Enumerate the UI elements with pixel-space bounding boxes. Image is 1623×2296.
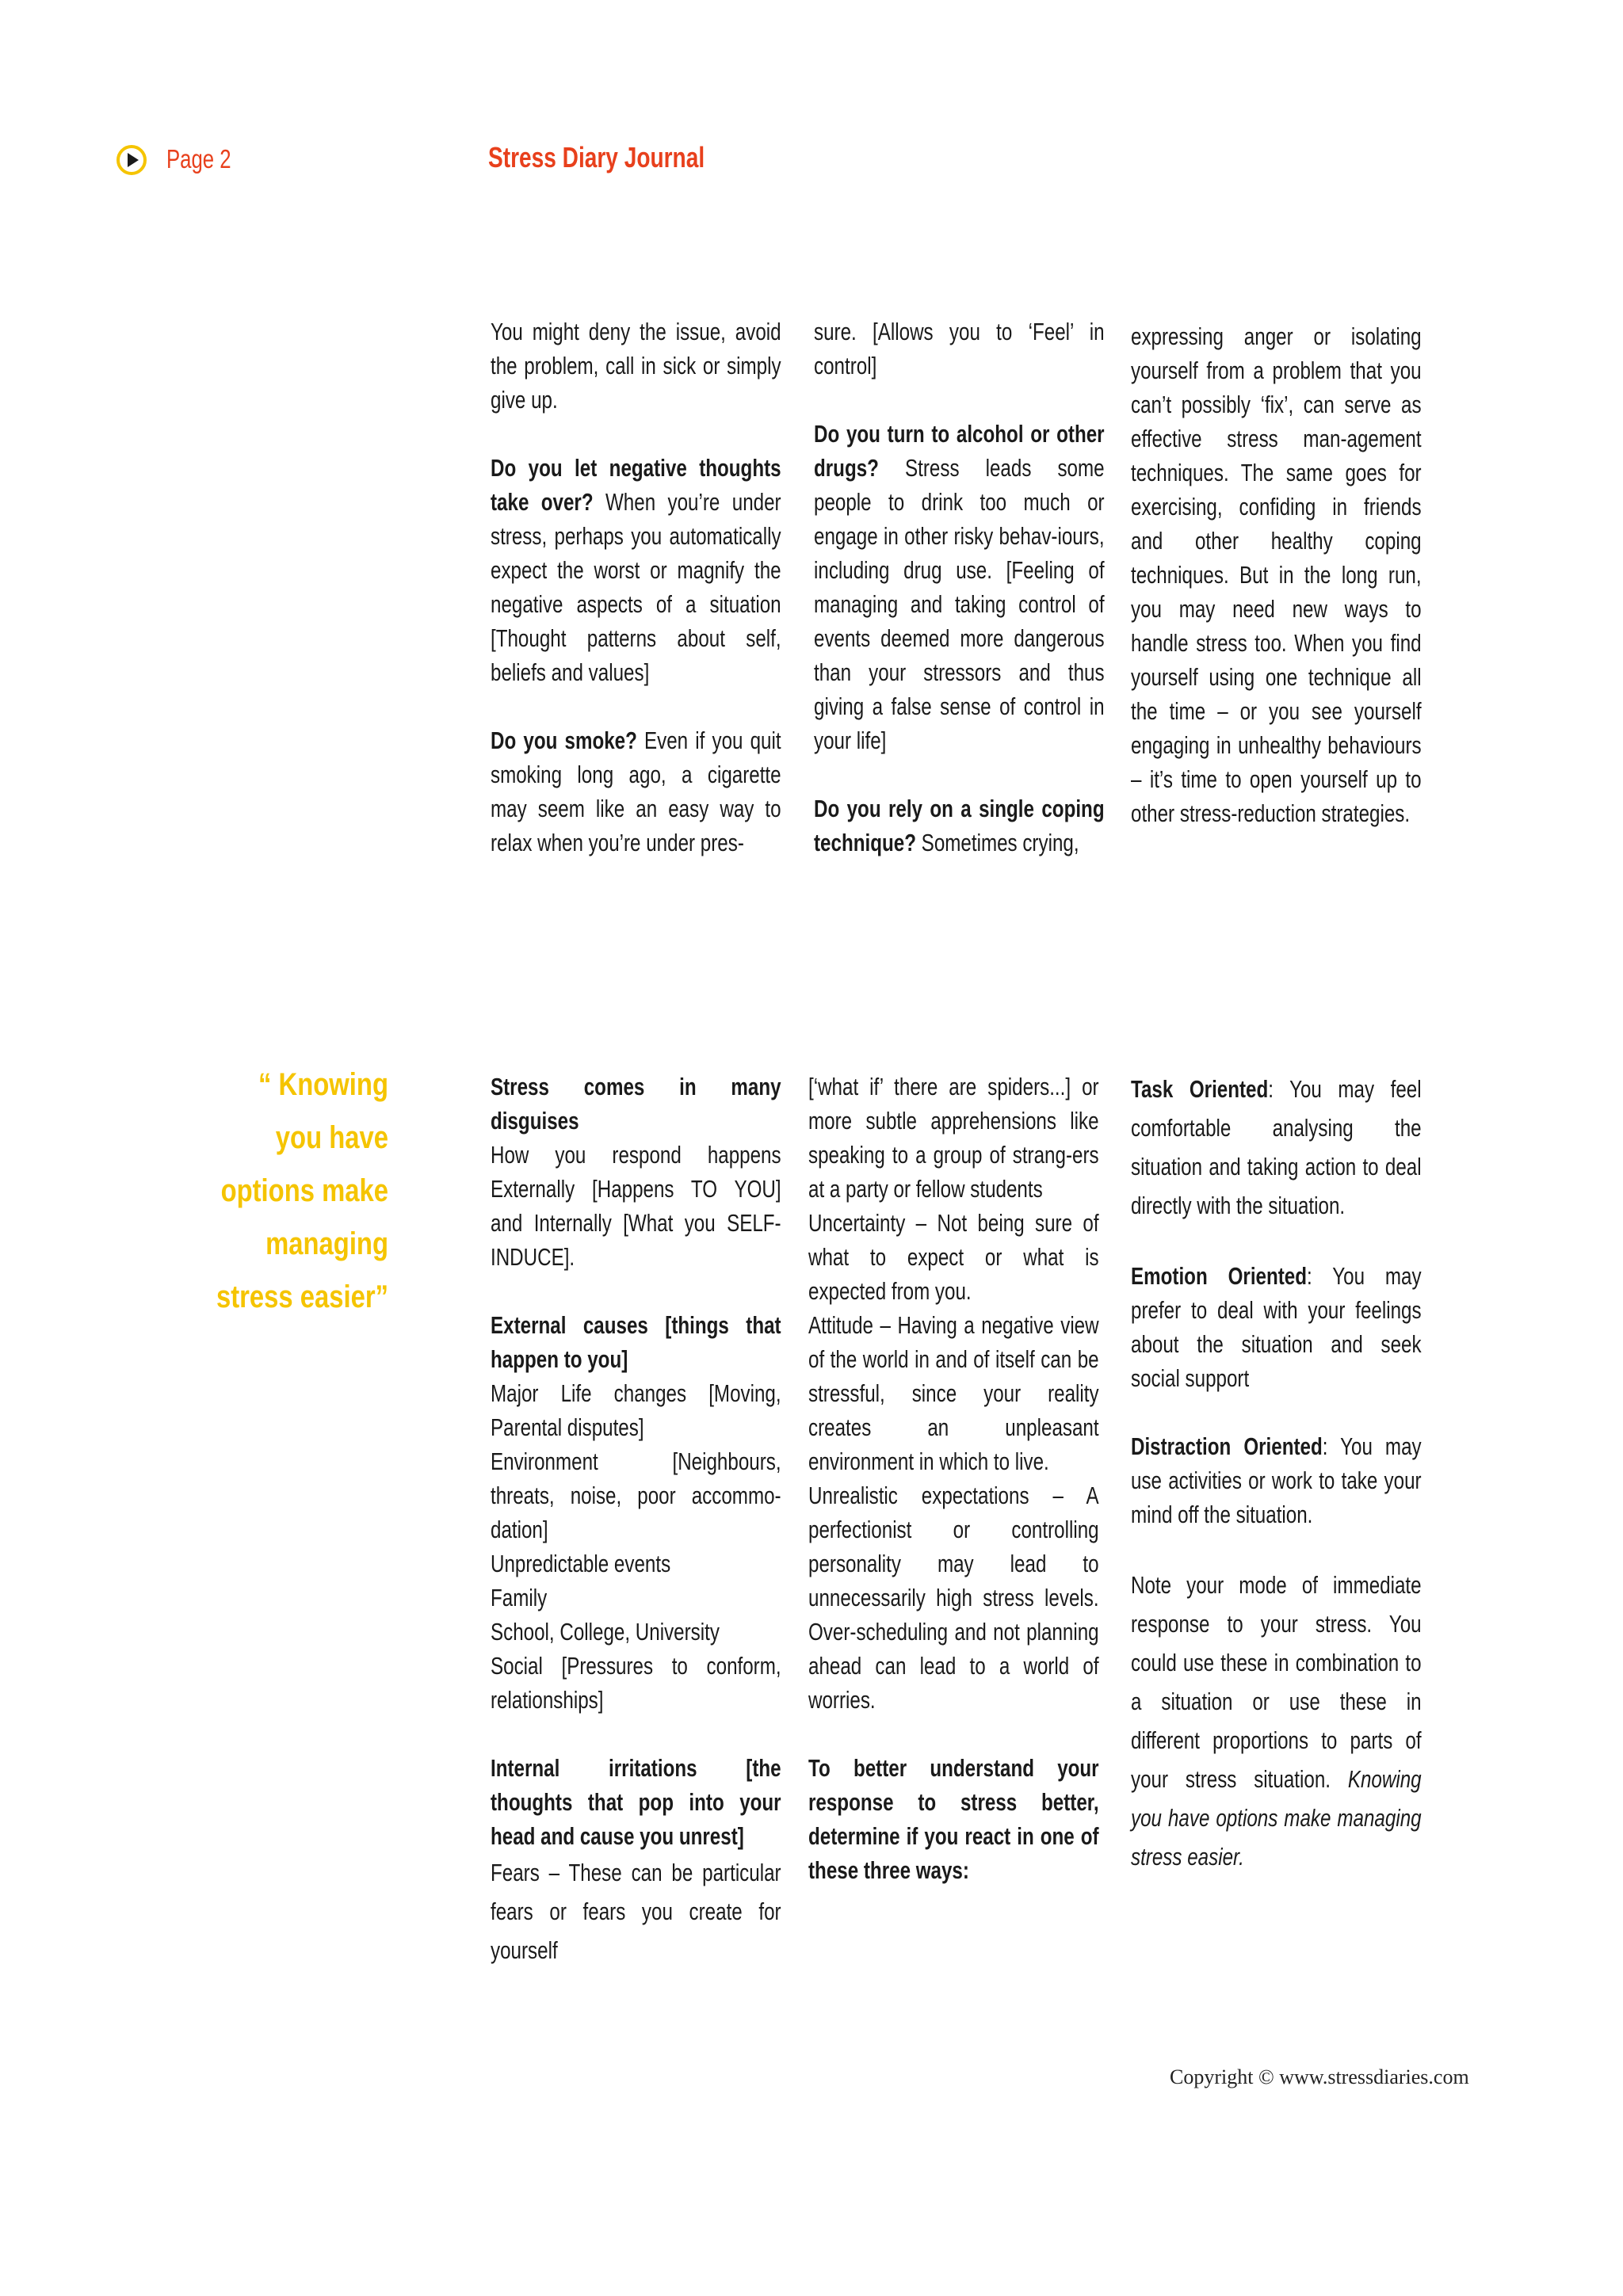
paragraph: Do you let negative thoughts take over? When you’re under stress, perhaps you automatically expect the worst or magnify the negative aspects of a situation [Thought patterns about self, beliefs and values] xyxy=(491,454,781,686)
paragraph: Do you turn to alcohol or other drugs? Stress leads some people to drink too much or engage in other risky behav-iours, including drug use. [Feeling of managing and taking control of events deemed more dangerous than your stressors and thus giving a false sense of control in your life] xyxy=(814,420,1105,754)
bottom-column-1 xyxy=(491,1070,781,1970)
top-column-1 xyxy=(491,315,781,894)
bottom-column-3 xyxy=(1131,1070,1422,1910)
paragraph: [‘what if’ there are spiders...] or more subtle apprehensions like speaking to a group of strang-ers at a party or fellow students xyxy=(808,1073,1099,1203)
paragraph: Uncertainty – Not being sure of what to expect or what is expected from you. xyxy=(808,1209,1099,1305)
list-item: Environment [Neighbours, threats, noise, poor accommo-dation] xyxy=(491,1447,781,1543)
pull-quote: “ Knowing you have options make managing stress easier” xyxy=(216,1067,388,1314)
paragraph: To better understand your response to stress better, determine if you react in one of these three ways: xyxy=(808,1754,1099,1884)
paragraph: Emotion Oriented: You may prefer to deal with your feelings about the situation and seek social support xyxy=(1131,1262,1422,1392)
paragraph: expressing anger or isolating yourself from a problem that you can’t possibly ‘fix’, can serve as effective stress man-agement techniques. The same goes for exercising, confiding in friends and other healthy coping techniques. But in the long run, you may need new ways to handle stress too. When you find yourself using one technique all the time – or you see yourself engaging in unhealthy behaviours – it’s time to open yourself up to other stress-reduction strategies. xyxy=(1131,322,1422,827)
paragraph: Task Oriented: You may feel comfortable analysing the situation and taking action to deal directly with the situation. xyxy=(1131,1075,1422,1219)
question-heading: Do you turn to alcohol or other drugs? xyxy=(814,420,1105,482)
question-heading: Do you rely on a single coping technique? xyxy=(814,795,1105,856)
section-heading: Internal irritations [the thoughts that pop into your head and cause you unrest] xyxy=(491,1754,781,1850)
top-column-3 xyxy=(1131,319,1422,864)
paragraph: sure. [Allows you to ‘Feel’ in control] xyxy=(814,318,1105,379)
list-item: Social [Pressures to conform, relationships] xyxy=(491,1652,781,1714)
question-heading: Do you let negative thoughts take over? xyxy=(491,454,781,516)
list-item: Major Life changes [Moving, Parental disputes] xyxy=(491,1379,781,1441)
play-icon xyxy=(116,144,147,176)
document-title: Stress Diary Journal xyxy=(488,141,705,174)
bottom-column-2 xyxy=(808,1070,1099,1921)
paragraph: Attitude – Having a negative view of the world in and of itself can be stressful, since your reality creates an unpleasant environment in which to live. xyxy=(808,1311,1099,1475)
paragraph: Do you rely on a single coping technique? Sometimes crying, xyxy=(814,795,1105,856)
top-column-2 xyxy=(814,315,1105,894)
section-heading: External causes [things that happen to you] xyxy=(491,1311,781,1373)
question-heading: Do you smoke? xyxy=(491,727,637,754)
list-item: Unpredictable events xyxy=(491,1550,671,1577)
paragraph: Note your mode of immediate response to your stress. You could use these in combination to a situation or use these in different proportions to parts of your stress situation. Knowing you have options make managing stress easier. xyxy=(1131,1571,1422,1871)
paragraph: Do you smoke? Even if you quit smoking long ago, a cigarette may seem like an easy way to relax when you’re under pres- xyxy=(491,727,781,856)
paragraph: Unrealistic expectations – A perfectionist or controlling personality may lead to unnecessarily high stress levels. Over-scheduling and not planning ahead can lead to a world of worries. xyxy=(808,1482,1099,1714)
paragraph: How you respond happens Externally [Happens TO YOU] and Internally [What you SELF-INDUCE]. xyxy=(491,1141,781,1271)
paragraph: Distraction Oriented: You may use activities or work to take your mind off the situation. xyxy=(1131,1432,1422,1528)
list-item: Family xyxy=(491,1584,548,1611)
page-header xyxy=(116,141,1510,181)
page-number: Page 2 xyxy=(166,144,231,174)
paragraph: You might deny the issue, avoid the problem, call in sick or simply give up. xyxy=(491,318,781,414)
list-item: School, College, University xyxy=(491,1618,720,1646)
copyright: Copyright © www.stressdiaries.com xyxy=(1170,2065,1469,2088)
section-heading: Stress comes in many disguises xyxy=(491,1073,781,1135)
paragraph: Fears – These can be particular fears or fears you create for yourself xyxy=(491,1859,781,1964)
